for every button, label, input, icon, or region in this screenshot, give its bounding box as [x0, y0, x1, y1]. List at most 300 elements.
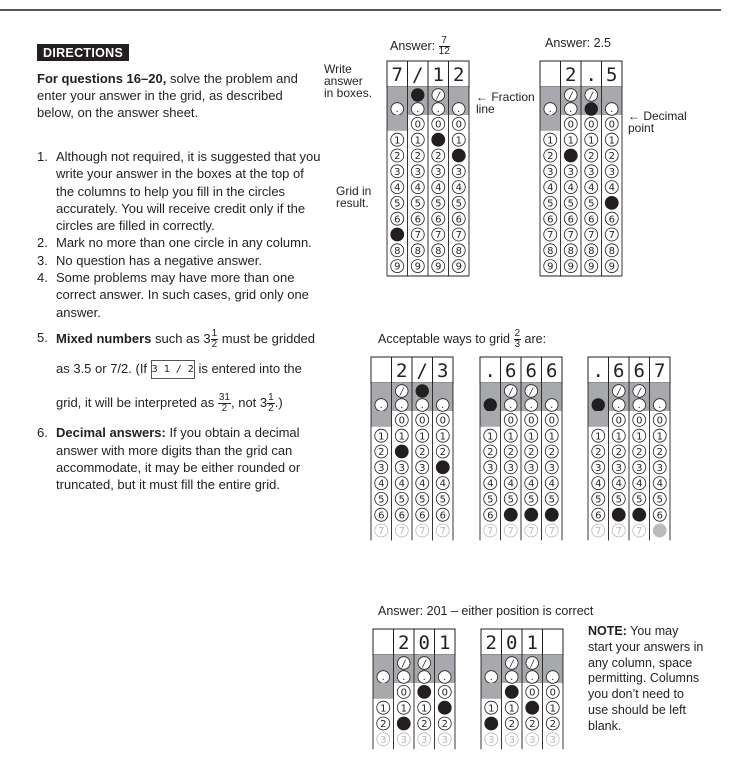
bubble-label: 5 — [656, 494, 663, 506]
bubble-digit — [504, 508, 517, 521]
bubble-label: 5 — [567, 198, 574, 210]
bubble-digit — [452, 149, 465, 162]
bubble-digit — [525, 508, 538, 521]
bubble-label: 4 — [588, 182, 595, 194]
bubble-label: 1 — [380, 703, 387, 715]
bubble-label: 8 — [567, 245, 574, 257]
rule-item — [37, 234, 322, 251]
answer-char: 6 — [613, 359, 625, 382]
bubble-label: 2 — [528, 447, 535, 459]
bubble-label: 2 — [439, 447, 446, 459]
bubble-label: 0 — [507, 415, 514, 427]
bubble-label: 2 — [380, 719, 387, 731]
bubble-label: 6 — [394, 214, 401, 226]
grid-201-1 — [372, 628, 456, 751]
bubble-label: 4 — [378, 478, 385, 490]
bubble-label: 1 — [508, 703, 515, 715]
bubble-label: 1 — [549, 703, 556, 715]
fraction-line-annotation: ← Fraction line — [476, 90, 535, 116]
rules-list — [37, 148, 322, 493]
bubble-label: 7 — [439, 526, 446, 538]
bubble-label: . — [550, 399, 554, 411]
bubble-label: 5 — [507, 494, 514, 506]
rule-item-6 — [37, 424, 322, 493]
bubble-label: 4 — [435, 182, 442, 194]
bubble-label: 2 — [487, 447, 494, 459]
shaded-cell — [371, 411, 391, 427]
bubble-label: 5 — [547, 198, 554, 210]
rule-number: 2. — [37, 235, 48, 251]
bubble-label: 0 — [588, 119, 595, 131]
bubble-label: 7 — [595, 526, 602, 538]
bubble-digit — [505, 685, 518, 698]
bubble-label: 5 — [394, 198, 401, 210]
bubble-label: 6 — [656, 510, 663, 522]
bubble-label: 4 — [636, 478, 643, 490]
bubble-label: 7 — [455, 230, 462, 242]
top-rule — [0, 9, 721, 11]
answer-grid-svg — [370, 356, 454, 542]
bubble-digit — [438, 701, 451, 714]
bubble-label: 4 — [414, 182, 421, 194]
fraction-numerator: 1 — [211, 327, 218, 339]
bubble-label: 6 — [567, 214, 574, 226]
bubble-label: / — [422, 658, 426, 670]
bubble-label: 8 — [588, 245, 595, 257]
answer-char: . — [592, 359, 604, 382]
answer-char: 2 — [398, 631, 410, 654]
bubble-label: / — [529, 386, 533, 398]
bubble-label: 2 — [595, 447, 602, 459]
answer-char: 3 — [437, 359, 449, 382]
note-text: You may start your answers in any column, space permitting. Columns you don’t need to use should be left blank. — [588, 624, 704, 733]
bubble-label: 3 — [435, 166, 442, 178]
bubble-label: 1 — [636, 431, 643, 443]
bubble-label: 4 — [507, 478, 514, 490]
bubble-label: 1 — [487, 431, 494, 443]
bubble-label: 0 — [548, 415, 555, 427]
fraction-denominator: 12 — [438, 46, 450, 57]
bubble-label: 1 — [656, 431, 663, 443]
answer-char: 2 — [453, 64, 465, 86]
bubble-label: / — [530, 658, 534, 670]
shaded-cell — [540, 115, 561, 131]
bubble-label: 7 — [435, 230, 442, 242]
answer-char: / — [412, 64, 424, 86]
bubble-label: 1 — [394, 135, 401, 147]
bubble-label: 9 — [435, 261, 442, 273]
bubble-label: 6 — [595, 510, 602, 522]
bubble-label: 7 — [608, 230, 615, 242]
bubble-label: 8 — [435, 245, 442, 257]
bubble-label: 0 — [608, 119, 615, 131]
answer-grid-svg — [539, 60, 623, 278]
bubble-label: 6 — [547, 214, 554, 226]
rule-text: must be gridded — [218, 330, 316, 346]
bubble-label: 3 — [508, 734, 515, 746]
example1-caption — [390, 36, 450, 57]
bubble-digit — [526, 701, 539, 714]
bubble-label: 2 — [508, 719, 515, 731]
bubble-label: 7 — [378, 526, 385, 538]
answer-grid-svg — [372, 628, 456, 751]
fraction — [439, 36, 450, 57]
bubble-label: / — [402, 658, 406, 670]
bubble-label: . — [509, 399, 513, 411]
bubble-label: 6 — [378, 510, 385, 522]
bubble-digit — [395, 445, 408, 458]
bubble-label: 1 — [455, 135, 462, 147]
rule-item — [37, 252, 322, 269]
bubble-label: 3 — [548, 462, 555, 474]
bubble-label: 7 — [588, 230, 595, 242]
bubble-label: 0 — [549, 687, 556, 699]
grid-acceptable-1 — [370, 356, 454, 542]
answer201-caption: Answer: 201 – either position is correct — [378, 604, 594, 618]
grid-acceptable-2 — [479, 356, 563, 542]
rule-item-5 — [37, 329, 322, 414]
shaded-cell — [373, 683, 393, 699]
rule-text: , not 3 — [231, 395, 268, 411]
bubble-label: 3 — [549, 734, 556, 746]
rule-text: as 3.5 or 7/2. (If — [56, 361, 148, 377]
bubble-label: 9 — [394, 261, 401, 273]
rule-text: .) — [274, 395, 283, 411]
bubble-label: / — [637, 386, 641, 398]
bubble-label: 7 — [547, 230, 554, 242]
answer-char: 7 — [654, 359, 666, 382]
bubble-label: . — [441, 399, 445, 411]
bubble-label: 3 — [488, 734, 495, 746]
bubble-label: 1 — [528, 431, 535, 443]
bubble-label: 4 — [548, 478, 555, 490]
note-bold: NOTE: — [588, 624, 627, 638]
grid-in-annotation: Grid in result. — [336, 184, 372, 210]
bubble-label: . — [457, 104, 461, 115]
bubble-label: 2 — [549, 719, 556, 731]
bubble-digit — [612, 508, 625, 521]
bubble-label: 1 — [400, 703, 407, 715]
example2-caption: Answer: 2.5 — [545, 36, 612, 50]
bubble-digit — [418, 685, 431, 698]
bubble-label: 8 — [455, 245, 462, 257]
fraction — [267, 393, 275, 414]
rule-number: 6. — [37, 425, 48, 441]
answer-grid-svg — [479, 356, 563, 542]
bubble-label: 6 — [608, 214, 615, 226]
bubble-label: 0 — [656, 415, 663, 427]
bubble-label: 3 — [547, 166, 554, 178]
bubble-label: 6 — [487, 510, 494, 522]
bubble-label: . — [381, 671, 385, 683]
bubble-label: . — [610, 104, 614, 115]
grid-example2 — [539, 60, 623, 278]
bubble-label: 4 — [608, 182, 615, 194]
bubble-label: . — [436, 104, 440, 115]
answer-char: . — [484, 359, 496, 382]
bubble-label: 5 — [588, 198, 595, 210]
bubble-slash — [411, 89, 424, 102]
bubble-label: 4 — [528, 478, 535, 490]
bubble-label: 3 — [507, 462, 514, 474]
bubble-label: 7 — [487, 526, 494, 538]
bubble-label: 8 — [394, 245, 401, 257]
bubble-label: 4 — [615, 478, 622, 490]
answer-char: 0 — [506, 631, 518, 654]
bubble-label: 2 — [548, 447, 555, 459]
bubble-label: . — [420, 399, 424, 411]
bubble-label: 5 — [548, 494, 555, 506]
bubble-label: 3 — [455, 166, 462, 178]
fraction-numerator: 1 — [268, 392, 274, 404]
answer-char: 5 — [606, 64, 618, 86]
answer-char: 6 — [505, 359, 517, 382]
bubble-label: 4 — [487, 478, 494, 490]
bubble-label: . — [422, 671, 426, 683]
answer-char: 1 — [526, 631, 538, 654]
bubble-label: / — [589, 90, 593, 102]
bubble-label: 9 — [567, 261, 574, 273]
bubble-label: 8 — [608, 245, 615, 257]
bubble-label: 4 — [547, 182, 554, 194]
answer-char: 7 — [391, 64, 403, 86]
intro-text: solve the problem and enter your answer in the grid, as described below, on the answer sheet. — [37, 71, 298, 120]
bubble-label: 9 — [588, 261, 595, 273]
bubble-label: 2 — [615, 447, 622, 459]
bubble-label: 1 — [547, 135, 554, 147]
answer-char: 6 — [546, 359, 558, 382]
bubble-label: 3 — [595, 462, 602, 474]
bubble-label: 2 — [419, 447, 426, 459]
bubble-label: 2 — [547, 151, 554, 163]
bubble-label: 2 — [529, 719, 536, 731]
bubble-digit — [432, 133, 445, 146]
bubble-label: 2 — [441, 719, 448, 731]
rule-text: Mark no more than one circle in any column. — [56, 235, 312, 251]
bubble-dot — [484, 399, 497, 412]
bubble-label: 7 — [398, 526, 405, 538]
bubble-label: 3 — [400, 734, 407, 746]
rule-text: Although not required, it is suggested that you write your answer in the boxes at the top of the columns to help you fill in the circles accurately. You will receive credit only if the circles are filled in correctly. — [56, 149, 321, 234]
bubble-label: 1 — [378, 431, 385, 443]
rule-text: Some problems may have more than one correct answer. In such cases, grid only one answer. — [56, 270, 309, 320]
example1-label: Answer: — [390, 38, 436, 53]
fraction-denominator: 2 — [221, 403, 228, 415]
bubble-label: 7 — [567, 230, 574, 242]
bubble-label: 7 — [419, 526, 426, 538]
note-paragraph — [588, 624, 706, 735]
bubble-label: 6 — [455, 214, 462, 226]
bubble-label: 5 — [435, 198, 442, 210]
bubble-label: 2 — [636, 447, 643, 459]
bubble-label: . — [510, 671, 514, 683]
bubble-label: 3 — [414, 166, 421, 178]
bubble-label: 5 — [414, 198, 421, 210]
shaded-cell — [387, 115, 408, 131]
bubble-label: 4 — [398, 478, 405, 490]
bubble-label: 2 — [507, 447, 514, 459]
bubble-digit — [436, 461, 449, 474]
bubble-label: . — [379, 399, 383, 411]
rule-item — [37, 269, 322, 321]
answer-char: 0 — [418, 631, 430, 654]
bubble-label: 3 — [567, 166, 574, 178]
intro-paragraph — [37, 70, 307, 121]
bubble-label: 4 — [595, 478, 602, 490]
mini-grid-box: 3 1 / 2 — [151, 360, 195, 379]
answer-char: / — [416, 359, 428, 382]
rule-text: is entered into the — [198, 361, 302, 377]
bubble-label: / — [510, 658, 514, 670]
bubble-label: 3 — [380, 734, 387, 746]
bubble-label: 1 — [615, 431, 622, 443]
bubble-label: 7 — [636, 526, 643, 538]
bubble-label: . — [658, 399, 662, 411]
fraction-numerator: 7 — [439, 36, 450, 47]
bubble-label: 5 — [455, 198, 462, 210]
bubble-label: / — [436, 90, 440, 102]
bubble-label: 1 — [588, 135, 595, 147]
bubble-label: 1 — [567, 135, 574, 147]
bubble-label: / — [509, 386, 513, 398]
bubble-label: 2 — [656, 447, 663, 459]
bubble-label: 5 — [419, 494, 426, 506]
bubble-label: 0 — [529, 687, 536, 699]
bubble-label: 3 — [394, 166, 401, 178]
bubble-label: 6 — [398, 510, 405, 522]
bubble-digit — [653, 524, 666, 537]
rule-text: such as 3 — [151, 330, 211, 346]
bubble-label: 5 — [398, 494, 405, 506]
bubble-label: . — [402, 671, 406, 683]
answer-char: 1 — [432, 64, 444, 86]
bubble-label: 0 — [439, 415, 446, 427]
grid-acceptable-3 — [587, 356, 671, 542]
bubble-label: . — [569, 104, 573, 115]
bubble-label: 1 — [421, 703, 428, 715]
bubble-label: 1 — [595, 431, 602, 443]
bubble-label: 3 — [528, 462, 535, 474]
bubble-label: 0 — [419, 415, 426, 427]
bubble-label: 3 — [487, 462, 494, 474]
bubble-label: 8 — [414, 245, 421, 257]
rule-bold: Decimal answers: — [56, 425, 166, 441]
bubble-label: 9 — [608, 261, 615, 273]
bubble-label: 5 — [487, 494, 494, 506]
bubble-label: 4 — [656, 478, 663, 490]
bubble-label: . — [617, 399, 621, 411]
bubble-label: 3 — [615, 462, 622, 474]
bubble-label: . — [548, 104, 552, 115]
rule-item — [37, 148, 322, 234]
bubble-label: 6 — [419, 510, 426, 522]
bubble-label: / — [569, 90, 573, 102]
bubble-label: 2 — [588, 151, 595, 163]
rule-bold: Mixed numbers — [56, 330, 152, 346]
answer-grid-svg — [587, 356, 671, 542]
rule-text: No question has a negative answer. — [56, 252, 262, 268]
bubble-digit — [391, 228, 404, 241]
shaded-cell — [588, 411, 608, 427]
bubble-label: 3 — [441, 734, 448, 746]
bubble-label: 2 — [421, 719, 428, 731]
rule-number: 5. — [37, 329, 48, 345]
bubble-digit — [545, 508, 558, 521]
bubble-label: 6 — [588, 214, 595, 226]
bubble-label: 7 — [414, 230, 421, 242]
bubble-label: . — [637, 399, 641, 411]
bubble-label: 0 — [615, 415, 622, 427]
shaded-cell — [480, 411, 500, 427]
bubble-label: 1 — [439, 431, 446, 443]
answer-char: 6 — [525, 359, 537, 382]
fraction-denominator: 2 — [268, 403, 274, 415]
bubble-label: 5 — [595, 494, 602, 506]
bubble-label: 2 — [608, 151, 615, 163]
bubble-label: 6 — [435, 214, 442, 226]
bubble-digit — [485, 717, 498, 730]
bubble-label: . — [416, 104, 420, 115]
bubble-label: 0 — [636, 415, 643, 427]
answer-char: 2 — [485, 631, 497, 654]
answer-char: 2 — [565, 64, 577, 86]
bubble-label: / — [617, 386, 621, 398]
bubble-label: 0 — [528, 415, 535, 427]
bubble-label: 6 — [414, 214, 421, 226]
answer-char: 6 — [633, 359, 645, 382]
bubble-label: 7 — [507, 526, 514, 538]
bubble-label: 2 — [394, 151, 401, 163]
rule-number: 4. — [37, 270, 48, 286]
bubble-label: 1 — [398, 431, 405, 443]
bubble-label: 4 — [439, 478, 446, 490]
bubble-label: 4 — [455, 182, 462, 194]
bubble-label: . — [489, 671, 493, 683]
fraction-denominator: 2 — [211, 338, 218, 350]
bubble-label: 7 — [615, 526, 622, 538]
bubble-label: 0 — [414, 119, 421, 131]
answer-grid-svg — [386, 60, 470, 278]
bubble-label: 3 — [608, 166, 615, 178]
directions-heading: DIRECTIONS — [37, 44, 129, 61]
bubble-label: . — [395, 104, 399, 115]
bubble-label: 5 — [636, 494, 643, 506]
answer-box — [542, 629, 562, 655]
bubble-label: 3 — [378, 462, 385, 474]
bubble-label: 1 — [507, 431, 514, 443]
shaded-cell — [481, 683, 501, 699]
bubble-label: 0 — [435, 119, 442, 131]
write-annotation: Write answer in boxes. — [324, 62, 373, 100]
bubble-label: 9 — [414, 261, 421, 273]
bubble-label: 8 — [547, 245, 554, 257]
bubble-label: 0 — [567, 119, 574, 131]
bubble-label: 4 — [567, 182, 574, 194]
bubble-label: . — [529, 399, 533, 411]
fraction: $\frac{2}{3}$ — [514, 328, 521, 350]
bubble-label: 1 — [608, 135, 615, 147]
rule-number: 1. — [37, 149, 48, 164]
bubble-label: 5 — [615, 494, 622, 506]
bubble-label: 3 — [529, 734, 536, 746]
bubble-label: 2 — [435, 151, 442, 163]
bubble-label: 9 — [547, 261, 554, 273]
grid-201-2 — [480, 628, 564, 751]
answer-box — [540, 61, 561, 87]
fraction — [218, 393, 231, 414]
bubble-dot — [585, 103, 598, 116]
bubble-label: / — [400, 386, 404, 398]
